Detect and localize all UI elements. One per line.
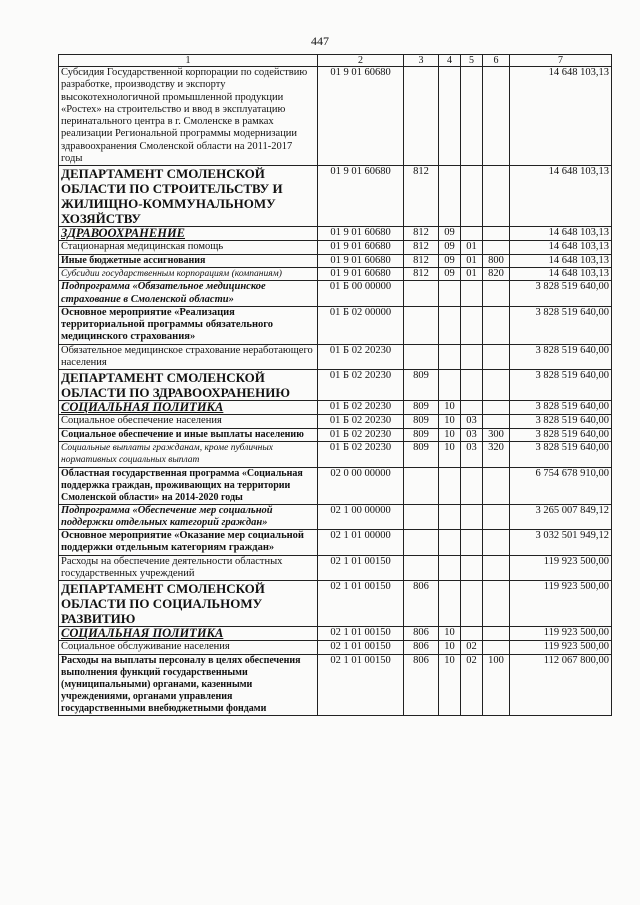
row-name: ЗДРАВООХРАНЕНИЕ [59, 227, 318, 241]
amount: 3 265 007 849,12 [510, 504, 612, 530]
subsection-code: 02 [461, 654, 483, 715]
department-code: 806 [404, 641, 439, 654]
target-code: 01 Б 02 20230 [318, 344, 404, 370]
expense-type-code [483, 370, 510, 401]
department-code [404, 281, 439, 307]
row-name: СОЦИАЛЬНАЯ ПОЛИТИКА [59, 401, 318, 415]
row-name: Стационарная медицинская помощь [59, 241, 318, 254]
subsection-code [461, 227, 483, 241]
row-name: Социальное обслуживание населения [59, 641, 318, 654]
row-name: Основное мероприятие «Оказание мер социальной поддержки отдельным категориям граждан» [59, 530, 318, 556]
table-row [59, 306, 612, 344]
section-code: 10 [439, 441, 461, 467]
table-row [59, 67, 612, 166]
subsection-code [461, 344, 483, 370]
expense-type-code [483, 415, 510, 428]
department-code: 806 [404, 627, 439, 641]
row-name: Областная государственная программа «Социальная поддержка граждан, проживающих на территории Смоленской области» на 2014-2020 годы [59, 467, 318, 504]
department-code [404, 467, 439, 504]
target-code: 02 1 01 00150 [318, 581, 404, 627]
table-row [59, 415, 612, 428]
subsection-code: 01 [461, 267, 483, 280]
expense-type-code: 800 [483, 254, 510, 267]
department-code: 809 [404, 428, 439, 441]
row-name: Субсидия Государственной корпорации по содействию разработке, производству и экспорту высокотехнологичной промышленной продукции «Ростех» на строительство и ввод в эксплуатацию перинатального центра в г. Смоленске в рамках реализации Региональной программы модернизации здравоохранения Смоленской области на 2011-2017 годы [59, 67, 318, 166]
section-code [439, 67, 461, 166]
amount: 3 032 501 949,12 [510, 530, 612, 556]
department-code [404, 67, 439, 166]
section-code [439, 306, 461, 344]
section-code: 09 [439, 254, 461, 267]
expense-type-code [483, 581, 510, 627]
expense-type-code [483, 281, 510, 307]
department-code [404, 555, 439, 581]
department-code: 812 [404, 267, 439, 280]
section-code: 10 [439, 415, 461, 428]
amount: 119 923 500,00 [510, 641, 612, 654]
subsection-code [461, 166, 483, 227]
amount: 14 648 103,13 [510, 241, 612, 254]
section-code: 10 [439, 654, 461, 715]
table-row [59, 530, 612, 556]
table-row [59, 227, 612, 241]
target-code: 02 1 00 00000 [318, 504, 404, 530]
amount: 119 923 500,00 [510, 555, 612, 581]
table-row [59, 428, 612, 441]
table-row [59, 166, 612, 227]
target-code: 01 Б 00 00000 [318, 281, 404, 307]
subsection-code [461, 67, 483, 166]
target-code: 02 1 01 00150 [318, 627, 404, 641]
column-header: 6 [483, 55, 510, 67]
table-header-row [59, 55, 612, 67]
section-code [439, 281, 461, 307]
section-code [439, 504, 461, 530]
department-code [404, 504, 439, 530]
target-code: 01 Б 02 00000 [318, 306, 404, 344]
expense-type-code [483, 166, 510, 227]
table-row [59, 654, 612, 715]
subsection-code: 01 [461, 241, 483, 254]
row-name: Субсидии государственным корпорациям (компаниям) [59, 267, 318, 280]
amount: 3 828 519 640,00 [510, 441, 612, 467]
expense-type-code [483, 504, 510, 530]
table-row [59, 504, 612, 530]
amount: 3 828 519 640,00 [510, 401, 612, 415]
row-name: ДЕПАРТАМЕНТ СМОЛЕНСКОЙ ОБЛАСТИ ПО ЗДРАВООХРАНЕНИЮ [59, 370, 318, 401]
department-code: 812 [404, 227, 439, 241]
section-code: 10 [439, 641, 461, 654]
target-code: 02 0 00 00000 [318, 467, 404, 504]
subsection-code: 03 [461, 441, 483, 467]
target-code: 01 Б 02 20230 [318, 441, 404, 467]
section-code [439, 581, 461, 627]
amount: 112 067 800,00 [510, 654, 612, 715]
expense-type-code [483, 641, 510, 654]
department-code: 806 [404, 581, 439, 627]
target-code: 01 9 01 60680 [318, 241, 404, 254]
table-row [59, 267, 612, 280]
department-code: 809 [404, 415, 439, 428]
amount: 3 828 519 640,00 [510, 344, 612, 370]
amount: 14 648 103,13 [510, 227, 612, 241]
table-row [59, 254, 612, 267]
section-code: 10 [439, 627, 461, 641]
amount: 14 648 103,13 [510, 67, 612, 166]
section-code: 10 [439, 428, 461, 441]
department-code: 812 [404, 241, 439, 254]
table-row [59, 344, 612, 370]
subsection-code [461, 306, 483, 344]
subsection-code [461, 401, 483, 415]
section-code [439, 555, 461, 581]
department-code: 809 [404, 441, 439, 467]
target-code: 02 1 01 00150 [318, 641, 404, 654]
expense-type-code [483, 241, 510, 254]
subsection-code [461, 504, 483, 530]
target-code: 01 9 01 60680 [318, 67, 404, 166]
row-name: Социальные выплаты гражданам, кроме публичных нормативных социальных выплат [59, 441, 318, 467]
row-name: ДЕПАРТАМЕНТ СМОЛЕНСКОЙ ОБЛАСТИ ПО СТРОИТЕЛЬСТВУ И ЖИЛИЩНО-КОММУНАЛЬНОМУ ХОЗЯЙСТВУ [59, 166, 318, 227]
target-code: 01 9 01 60680 [318, 166, 404, 227]
expense-type-code [483, 467, 510, 504]
section-code: 09 [439, 241, 461, 254]
amount: 14 648 103,13 [510, 254, 612, 267]
column-header: 5 [461, 55, 483, 67]
expense-type-code [483, 306, 510, 344]
row-name: Подпрограмма «Обязательное медицинское страхование в Смоленской области» [59, 281, 318, 307]
expense-type-code [483, 530, 510, 556]
target-code: 02 1 01 00150 [318, 654, 404, 715]
department-code: 806 [404, 654, 439, 715]
row-name: Обязательное медицинское страхование неработающего населения [59, 344, 318, 370]
subsection-code: 03 [461, 428, 483, 441]
expense-type-code [483, 555, 510, 581]
column-header: 7 [510, 55, 612, 67]
row-name: Основное мероприятие «Реализация территориальной программы обязательного медицинского страхования» [59, 306, 318, 344]
expense-type-code [483, 344, 510, 370]
table-row [59, 641, 612, 654]
row-name: Иные бюджетные ассигнования [59, 254, 318, 267]
expense-type-code: 820 [483, 267, 510, 280]
column-header: 4 [439, 55, 461, 67]
target-code: 01 9 01 60680 [318, 227, 404, 241]
expense-type-code [483, 627, 510, 641]
subsection-code: 02 [461, 641, 483, 654]
table-row [59, 555, 612, 581]
subsection-code [461, 627, 483, 641]
amount: 14 648 103,13 [510, 166, 612, 227]
target-code: 02 1 01 00150 [318, 555, 404, 581]
subsection-code: 03 [461, 415, 483, 428]
expense-type-code: 300 [483, 428, 510, 441]
department-code [404, 306, 439, 344]
section-code [439, 467, 461, 504]
row-name: Социальное обеспечение населения [59, 415, 318, 428]
amount: 3 828 519 640,00 [510, 281, 612, 307]
section-code: 09 [439, 267, 461, 280]
subsection-code [461, 370, 483, 401]
table-row [59, 281, 612, 307]
department-code: 809 [404, 401, 439, 415]
expense-type-code [483, 227, 510, 241]
row-name: Социальное обеспечение и иные выплаты населению [59, 428, 318, 441]
target-code: 01 9 01 60680 [318, 267, 404, 280]
row-name: Расходы на выплаты персоналу в целях обеспечения выполнения функций государственными (муниципальными) органами, казенными учреждениями, органами управления государственными внебюджетными фондами [59, 654, 318, 715]
table-row [59, 370, 612, 401]
section-code [439, 166, 461, 227]
column-header: 3 [404, 55, 439, 67]
table-row [59, 241, 612, 254]
section-code: 10 [439, 401, 461, 415]
section-code: 09 [439, 227, 461, 241]
section-code [439, 530, 461, 556]
target-code: 01 Б 02 20230 [318, 415, 404, 428]
budget-table [58, 54, 612, 716]
table-row [59, 441, 612, 467]
target-code: 01 9 01 60680 [318, 254, 404, 267]
table-row [59, 467, 612, 504]
table-row [59, 627, 612, 641]
page-number: 447 [311, 34, 329, 48]
subsection-code [461, 555, 483, 581]
table-row [59, 581, 612, 627]
amount: 119 923 500,00 [510, 627, 612, 641]
target-code: 01 Б 02 20230 [318, 401, 404, 415]
subsection-code [461, 581, 483, 627]
amount: 3 828 519 640,00 [510, 415, 612, 428]
amount: 3 828 519 640,00 [510, 370, 612, 401]
target-code: 01 Б 02 20230 [318, 428, 404, 441]
amount: 3 828 519 640,00 [510, 428, 612, 441]
row-name: Подпрограмма «Обеспечение мер социальной поддержки отдельных категорий граждан» [59, 504, 318, 530]
row-name: СОЦИАЛЬНАЯ ПОЛИТИКА [59, 627, 318, 641]
department-code [404, 344, 439, 370]
department-code: 812 [404, 254, 439, 267]
row-name: Расходы на обеспечение деятельности областных государственных учреждений [59, 555, 318, 581]
department-code: 809 [404, 370, 439, 401]
expense-type-code: 320 [483, 441, 510, 467]
subsection-code [461, 467, 483, 504]
column-header: 2 [318, 55, 404, 67]
expense-type-code [483, 401, 510, 415]
amount: 3 828 519 640,00 [510, 306, 612, 344]
section-code [439, 344, 461, 370]
amount: 14 648 103,13 [510, 267, 612, 280]
subsection-code [461, 281, 483, 307]
department-code [404, 530, 439, 556]
row-name: ДЕПАРТАМЕНТ СМОЛЕНСКОЙ ОБЛАСТИ ПО СОЦИАЛЬНОМУ РАЗВИТИЮ [59, 581, 318, 627]
amount: 6 754 678 910,00 [510, 467, 612, 504]
expense-type-code [483, 67, 510, 166]
department-code: 812 [404, 166, 439, 227]
amount: 119 923 500,00 [510, 581, 612, 627]
section-code [439, 370, 461, 401]
subsection-code [461, 530, 483, 556]
target-code: 01 Б 02 20230 [318, 370, 404, 401]
table-row [59, 401, 612, 415]
expense-type-code: 100 [483, 654, 510, 715]
target-code: 02 1 01 00000 [318, 530, 404, 556]
subsection-code: 01 [461, 254, 483, 267]
column-header: 1 [59, 55, 318, 67]
